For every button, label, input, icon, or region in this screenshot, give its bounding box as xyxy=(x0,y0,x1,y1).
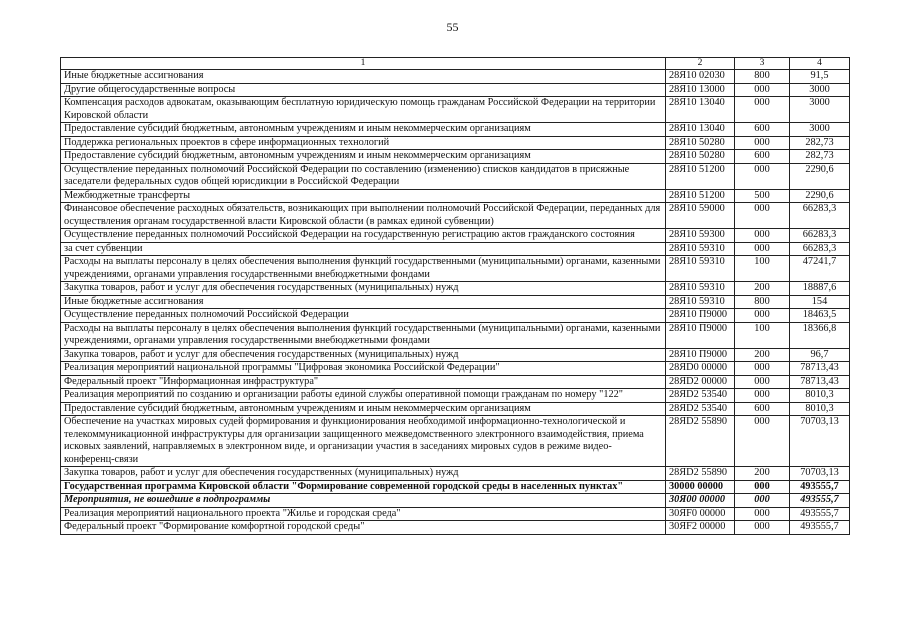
table-row xyxy=(61,163,850,189)
table-row xyxy=(61,150,850,164)
column-header-3: 3 xyxy=(735,58,790,70)
row-amount-cell: 154 xyxy=(790,295,850,309)
row-type-cell: 000 xyxy=(735,416,790,467)
row-amount-cell: 18887,6 xyxy=(790,282,850,296)
row-type-cell: 000 xyxy=(735,389,790,403)
row-code-cell: 28ЯD2 53540 xyxy=(666,402,735,416)
row-name-cell: Предоставление субсидий бюджетным, автономным учреждениям и иным некоммерческим организациям xyxy=(61,123,666,137)
row-name-cell: Предоставление субсидий бюджетным, автономным учреждениям и иным некоммерческим организациям xyxy=(61,150,666,164)
row-amount-cell: 493555,7 xyxy=(790,480,850,494)
table-row xyxy=(61,375,850,389)
table-row xyxy=(61,348,850,362)
row-name-cell: Другие общегосударственные вопросы xyxy=(61,83,666,97)
row-amount-cell: 96,7 xyxy=(790,348,850,362)
row-code-cell: 28Я10 13040 xyxy=(666,123,735,137)
row-code-cell: 28Я10 59310 xyxy=(666,295,735,309)
row-type-cell: 600 xyxy=(735,123,790,137)
row-amount-cell: 493555,7 xyxy=(790,507,850,521)
row-amount-cell: 2290,6 xyxy=(790,163,850,189)
row-amount-cell: 493555,7 xyxy=(790,494,850,508)
row-amount-cell: 91,5 xyxy=(790,70,850,84)
row-name-cell: Расходы на выплаты персоналу в целях обеспечения выполнения функций государственными (муниципальными) органами, казенными учреждениями, органами управления государственными внебюджетными фондами xyxy=(61,322,666,348)
row-type-cell: 600 xyxy=(735,150,790,164)
row-code-cell: 28ЯD2 53540 xyxy=(666,389,735,403)
row-amount-cell: 66283,3 xyxy=(790,203,850,229)
row-code-cell: 28ЯD2 00000 xyxy=(666,375,735,389)
row-name-cell: Государственная программа Кировской области "Формирование современной городской среды в населенных пунктах" xyxy=(61,480,666,494)
row-amount-cell: 3000 xyxy=(790,123,850,137)
table-row xyxy=(61,70,850,84)
row-type-cell: 800 xyxy=(735,295,790,309)
row-name-cell: Иные бюджетные ассигнования xyxy=(61,295,666,309)
table-header-row xyxy=(61,58,850,70)
row-name-cell: Осуществление переданных полномочий Российской Федерации по составлению (изменению) списков кандидатов в присяжные заседатели федеральных судов общей юрисдикции в Российской Федерации xyxy=(61,163,666,189)
row-name-cell: Мероприятия, не вошедшие в подпрограммы xyxy=(61,494,666,508)
table-row xyxy=(61,136,850,150)
row-type-cell: 000 xyxy=(735,242,790,256)
row-type-cell: 800 xyxy=(735,70,790,84)
row-code-cell: 28ЯD0 00000 xyxy=(666,362,735,376)
row-amount-cell: 3000 xyxy=(790,83,850,97)
table-row xyxy=(61,97,850,123)
row-amount-cell: 78713,43 xyxy=(790,362,850,376)
row-code-cell: 30Я00 00000 xyxy=(666,494,735,508)
row-type-cell: 100 xyxy=(735,256,790,282)
row-code-cell: 28ЯD2 55890 xyxy=(666,416,735,467)
row-type-cell: 000 xyxy=(735,203,790,229)
row-name-cell: Федеральный проект "Информационная инфраструктура" xyxy=(61,375,666,389)
table-row xyxy=(61,416,850,467)
table-row xyxy=(61,242,850,256)
row-code-cell: 30ЯF2 00000 xyxy=(666,521,735,535)
row-type-cell: 000 xyxy=(735,309,790,323)
row-code-cell: 28Я10 П9000 xyxy=(666,348,735,362)
row-amount-cell: 8010,3 xyxy=(790,402,850,416)
row-name-cell: Компенсация расходов адвокатам, оказывающим бесплатную юридическую помощь гражданам Российской Федерации на территории Кировской области xyxy=(61,97,666,123)
row-code-cell: 28Я10 59300 xyxy=(666,229,735,243)
row-name-cell: Федеральный проект "Формирование комфортной городской среды" xyxy=(61,521,666,535)
row-type-cell: 000 xyxy=(735,136,790,150)
page-number: 55 xyxy=(446,20,459,34)
row-code-cell: 28Я10 13000 xyxy=(666,83,735,97)
row-name-cell: Реализация мероприятий национального проекта "Жилье и городская среда" xyxy=(61,507,666,521)
column-header-2: 2 xyxy=(666,58,735,70)
budget-table xyxy=(60,57,850,535)
row-name-cell: Финансовое обеспечение расходных обязательств, возникающих при выполнении полномочий Российской Федерации, переданных для осуществления органам государственной власти Кировской области (в рамках единой субвенции) xyxy=(61,203,666,229)
row-code-cell: 28Я10 59000 xyxy=(666,203,735,229)
row-amount-cell: 8010,3 xyxy=(790,389,850,403)
row-amount-cell: 18463,5 xyxy=(790,309,850,323)
row-code-cell: 28Я10 П9000 xyxy=(666,309,735,323)
table-row xyxy=(61,256,850,282)
row-type-cell: 000 xyxy=(735,507,790,521)
row-code-cell: 30ЯF0 00000 xyxy=(666,507,735,521)
row-type-cell: 000 xyxy=(735,480,790,494)
row-type-cell: 000 xyxy=(735,229,790,243)
column-header-1: 1 xyxy=(61,58,666,70)
column-header-4: 4 xyxy=(790,58,850,70)
row-name-cell: Обеспечение на участках мировых судей формирования и функционирования необходимой информационно-технологической и телекоммуникационной инфраструктуры для организации защищенного межведомственного электронного взаимодействия, приема исковых заявлений, направляемых в электронном виде, и организации участия в заседаниях мировых судов в режиме видео-конференц-связи xyxy=(61,416,666,467)
table-row xyxy=(61,507,850,521)
row-type-cell: 500 xyxy=(735,189,790,203)
row-name-cell: Межбюджетные трансферты xyxy=(61,189,666,203)
table-row xyxy=(61,229,850,243)
row-code-cell: 28Я10 13040 xyxy=(666,97,735,123)
row-code-cell: 28Я10 П9000 xyxy=(666,322,735,348)
table-row xyxy=(61,467,850,481)
row-type-cell: 200 xyxy=(735,282,790,296)
table-row xyxy=(61,362,850,376)
row-amount-cell: 493555,7 xyxy=(790,521,850,535)
row-type-cell: 000 xyxy=(735,83,790,97)
row-code-cell: 28Я10 02030 xyxy=(666,70,735,84)
row-code-cell: 28Я10 50280 xyxy=(666,150,735,164)
row-type-cell: 100 xyxy=(735,322,790,348)
row-amount-cell: 18366,8 xyxy=(790,322,850,348)
row-type-cell: 600 xyxy=(735,402,790,416)
table-row xyxy=(61,309,850,323)
row-type-cell: 200 xyxy=(735,467,790,481)
row-type-cell: 000 xyxy=(735,494,790,508)
row-type-cell: 200 xyxy=(735,348,790,362)
row-name-cell: Закупка товаров, работ и услуг для обеспечения государственных (муниципальных) нужд xyxy=(61,467,666,481)
row-amount-cell: 66283,3 xyxy=(790,242,850,256)
row-name-cell: Иные бюджетные ассигнования xyxy=(61,70,666,84)
row-type-cell: 000 xyxy=(735,375,790,389)
table-row xyxy=(61,494,850,508)
row-name-cell: Закупка товаров, работ и услуг для обеспечения государственных (муниципальных) нужд xyxy=(61,282,666,296)
row-name-cell: Закупка товаров, работ и услуг для обеспечения государственных (муниципальных) нужд xyxy=(61,348,666,362)
row-type-cell: 000 xyxy=(735,521,790,535)
table-row xyxy=(61,389,850,403)
row-name-cell: за счет субвенции xyxy=(61,242,666,256)
row-code-cell: 28Я10 51200 xyxy=(666,163,735,189)
row-amount-cell: 3000 xyxy=(790,97,850,123)
row-code-cell: 28Я10 51200 xyxy=(666,189,735,203)
row-amount-cell: 70703,13 xyxy=(790,467,850,481)
table-row xyxy=(61,123,850,137)
row-amount-cell: 282,73 xyxy=(790,150,850,164)
row-type-cell: 000 xyxy=(735,163,790,189)
table-row xyxy=(61,521,850,535)
table-row xyxy=(61,295,850,309)
row-code-cell: 28Я10 59310 xyxy=(666,256,735,282)
row-amount-cell: 70703,13 xyxy=(790,416,850,467)
row-name-cell: Расходы на выплаты персоналу в целях обеспечения выполнения функций государственными (муниципальными) органами, казенными учреждениями, органами управления государственными внебюджетными фондами xyxy=(61,256,666,282)
row-amount-cell: 2290,6 xyxy=(790,189,850,203)
row-name-cell: Реализация мероприятий национальной программы "Цифровая экономика Российской Федерации" xyxy=(61,362,666,376)
table-row xyxy=(61,203,850,229)
row-code-cell: 28Я10 59310 xyxy=(666,282,735,296)
table-row xyxy=(61,480,850,494)
row-code-cell: 28Я10 50280 xyxy=(666,136,735,150)
table-row xyxy=(61,322,850,348)
row-code-cell: 28ЯD2 55890 xyxy=(666,467,735,481)
row-amount-cell: 47241,7 xyxy=(790,256,850,282)
row-amount-cell: 78713,43 xyxy=(790,375,850,389)
table-row xyxy=(61,83,850,97)
row-name-cell: Поддержка региональных проектов в сфере информационных технологий xyxy=(61,136,666,150)
table-row xyxy=(61,282,850,296)
row-code-cell: 28Я10 59310 xyxy=(666,242,735,256)
table-row xyxy=(61,402,850,416)
row-type-cell: 000 xyxy=(735,97,790,123)
row-name-cell: Реализация мероприятий по созданию и организации работы единой службы оперативной помощи гражданам по номеру "122" xyxy=(61,389,666,403)
row-type-cell: 000 xyxy=(735,362,790,376)
row-name-cell: Предоставление субсидий бюджетным, автономным учреждениям и иным некоммерческим организациям xyxy=(61,402,666,416)
row-name-cell: Осуществление переданных полномочий Российской Федерации xyxy=(61,309,666,323)
row-amount-cell: 282,73 xyxy=(790,136,850,150)
row-code-cell: 30000 00000 xyxy=(666,480,735,494)
row-amount-cell: 66283,3 xyxy=(790,229,850,243)
table-row xyxy=(61,189,850,203)
row-name-cell: Осуществление переданных полномочий Российской Федерации на государственную регистрацию актов гражданского состояния xyxy=(61,229,666,243)
